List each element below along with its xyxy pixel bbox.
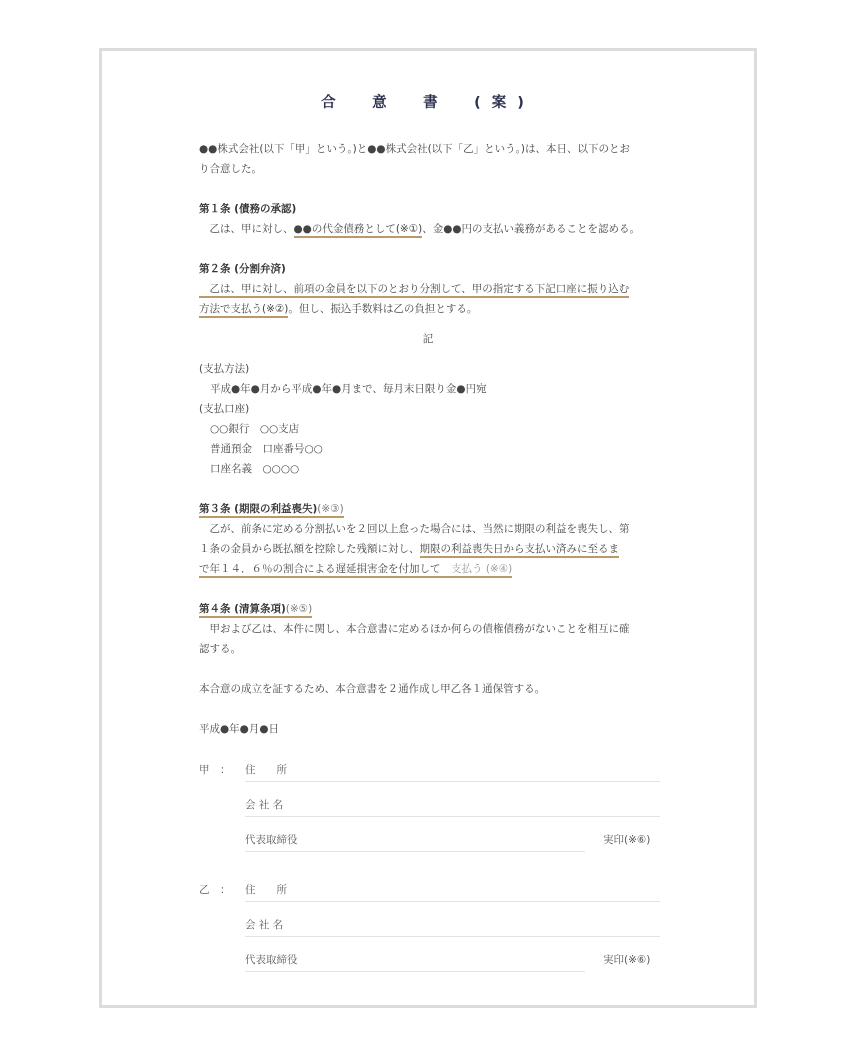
document-page bbox=[99, 48, 757, 1008]
article3-line3-underlined-group bbox=[199, 563, 512, 578]
party-a-address-line[interactable] bbox=[245, 781, 660, 782]
party-a-seal-label: 実印(※⑥) bbox=[603, 834, 651, 846]
article3-line3-underlined: で年１４．６％の割合による遅延損害金を付加して bbox=[199, 563, 441, 575]
intro-line-2: り合意した。 bbox=[199, 163, 262, 175]
article1-heading: 第１条 (債務の承認) bbox=[199, 203, 297, 215]
article3-line2-pre: １条の金員から既払額を控除した残額に対し、 bbox=[199, 543, 420, 555]
article3-line-3 bbox=[199, 559, 512, 579]
payment-method-text: 平成●年●月から平成●年●月まで、毎月末日限り金●円宛 bbox=[210, 383, 487, 395]
party-b-company-label: 会 社 名 bbox=[245, 919, 284, 931]
party-b-rep-label: 代表取締役 bbox=[245, 954, 298, 966]
party-b-rep-line[interactable] bbox=[245, 971, 585, 972]
article3-heading-underline bbox=[199, 503, 344, 518]
party-b-company-line[interactable] bbox=[245, 936, 660, 937]
document-title: 合 意 書 (案) bbox=[321, 95, 535, 111]
article2-line2-underlined: 方法で支払う(※②) bbox=[199, 303, 288, 318]
article1-post: 、金●●円の支払い義務があることを認める。 bbox=[422, 223, 641, 235]
article3-heading-row bbox=[199, 499, 344, 519]
party-a-address-label: 住 所 bbox=[245, 764, 287, 776]
party-a-mark: 甲 ： bbox=[199, 764, 231, 776]
article1-underlined: ●●の代金債務として(※①) bbox=[294, 223, 423, 238]
payment-type-line: 普通預金 口座番号○○ bbox=[210, 443, 323, 455]
article4-heading-underline bbox=[199, 603, 312, 618]
article2-line-1 bbox=[199, 279, 629, 299]
payment-name-line: 口座名義 ○○○○ bbox=[210, 463, 300, 475]
closing-text: 本合意の成立を証するため、本合意書を２通作成し甲乙各１通保管する。 bbox=[199, 683, 546, 695]
article3-line3-note: 支払う (※④) bbox=[451, 563, 513, 575]
payment-bank-line: ○○銀行 ○○支店 bbox=[210, 423, 300, 435]
article4-heading-note: (※⑤) bbox=[285, 603, 313, 615]
article3-line-2 bbox=[199, 539, 619, 559]
party-a-rep-line[interactable] bbox=[245, 851, 585, 852]
party-a-company-line[interactable] bbox=[245, 816, 660, 817]
article3-line2-underlined: 期限の利益喪失日から支払い済みに至るま bbox=[420, 543, 620, 558]
party-b-mark: 乙 ： bbox=[199, 884, 231, 896]
article2-line-2 bbox=[199, 299, 477, 319]
payment-method-label: (支払方法) bbox=[199, 363, 250, 375]
article3-heading: 第３条 (期限の利益喪失) bbox=[199, 503, 318, 515]
party-a-rep-label: 代表取締役 bbox=[245, 834, 298, 846]
article4-line-2: 認する。 bbox=[199, 643, 241, 655]
article2-line2-rest: 。但し、振込手数料は乙の負担とする。 bbox=[288, 303, 478, 315]
party-b-address-line[interactable] bbox=[245, 901, 660, 902]
document-date: 平成●年●月●日 bbox=[199, 723, 279, 735]
article4-line-1: 甲および乙は、本件に関し、本合意書に定めるほか何らの債権債務がないことを相互に確 bbox=[199, 623, 630, 635]
article4-heading-row bbox=[199, 599, 312, 619]
article2-line1-underlined: 乙は、甲に対し、前項の金員を以下のとおり分割して、甲の指定する下記口座に振り込む bbox=[199, 283, 629, 298]
party-b-address-label: 住 所 bbox=[245, 884, 287, 896]
intro-line-1: ●●株式会社(以下「甲」という。)と●●株式会社(以下「乙」という。)は、本日、以下のとお bbox=[199, 143, 631, 155]
article3-line-1: 乙が、前条に定める分割払いを２回以上怠った場合には、当然に期限の利益を喪失し、第 bbox=[199, 523, 630, 535]
article3-heading-note: (※③) bbox=[317, 503, 344, 515]
payment-account-label: (支払口座) bbox=[199, 403, 250, 415]
article2-heading: 第２条 (分割弁済) bbox=[199, 263, 286, 275]
article1-pre: 乙は、甲に対し、 bbox=[199, 223, 294, 235]
ki-mark: 記 bbox=[422, 333, 434, 345]
party-a-company-label: 会 社 名 bbox=[245, 799, 284, 811]
article4-heading: 第４条 (清算条項) bbox=[199, 603, 286, 615]
article1-body bbox=[199, 219, 640, 239]
party-b-seal-label: 実印(※⑥) bbox=[603, 954, 651, 966]
